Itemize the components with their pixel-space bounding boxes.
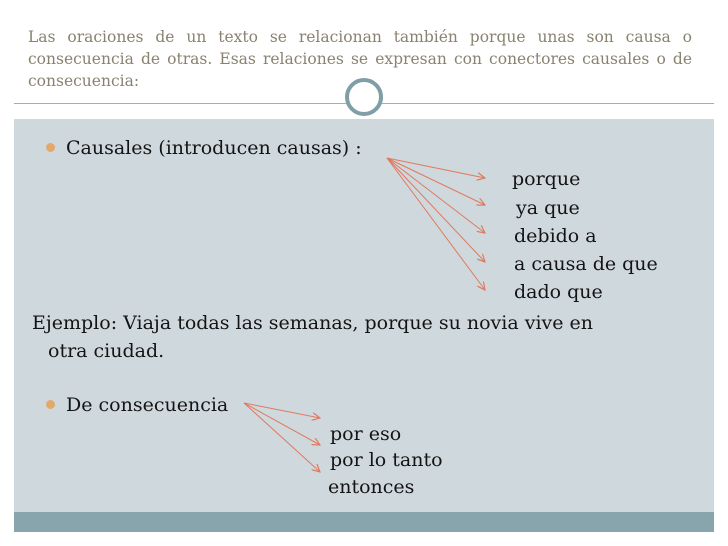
connector-porque: porque	[512, 168, 581, 190]
connector-ya-que: ya que	[516, 197, 580, 219]
header-paragraph: Las oraciones de un texto se relacionan también porque unas son causa o consecuencia de otras. Esas relaciones se expresan con conectores causales o de consecuencia:	[28, 28, 692, 90]
arrow-ya-que	[387, 158, 485, 205]
consecuencia-label: De consecuencia	[66, 394, 229, 416]
arrow-por-eso	[244, 403, 320, 418]
causales-label: Causales (introducen causas) :	[66, 137, 362, 159]
arrow-porque	[387, 158, 485, 178]
connector-entonces: entonces	[328, 476, 415, 498]
arrow-debido-a	[387, 158, 485, 233]
connector-debido-a: debido a	[514, 225, 597, 247]
arrow-entonces	[244, 403, 320, 472]
connector-por-lo-tanto: por lo tanto	[330, 449, 443, 471]
example-line-2: otra ciudad.	[48, 340, 165, 362]
arrow-a-causa-de-que	[387, 158, 485, 262]
example-line-1: Ejemplo: Viaja todas las semanas, porque su novia vive en	[32, 312, 594, 334]
connector-a-causa-de-que: a causa de que	[514, 253, 658, 275]
arrow-por-lo-tanto	[244, 403, 320, 445]
arrow-dado-que	[387, 158, 485, 290]
connector-dado-que: dado que	[514, 281, 603, 303]
connector-por-eso: por eso	[330, 423, 402, 445]
